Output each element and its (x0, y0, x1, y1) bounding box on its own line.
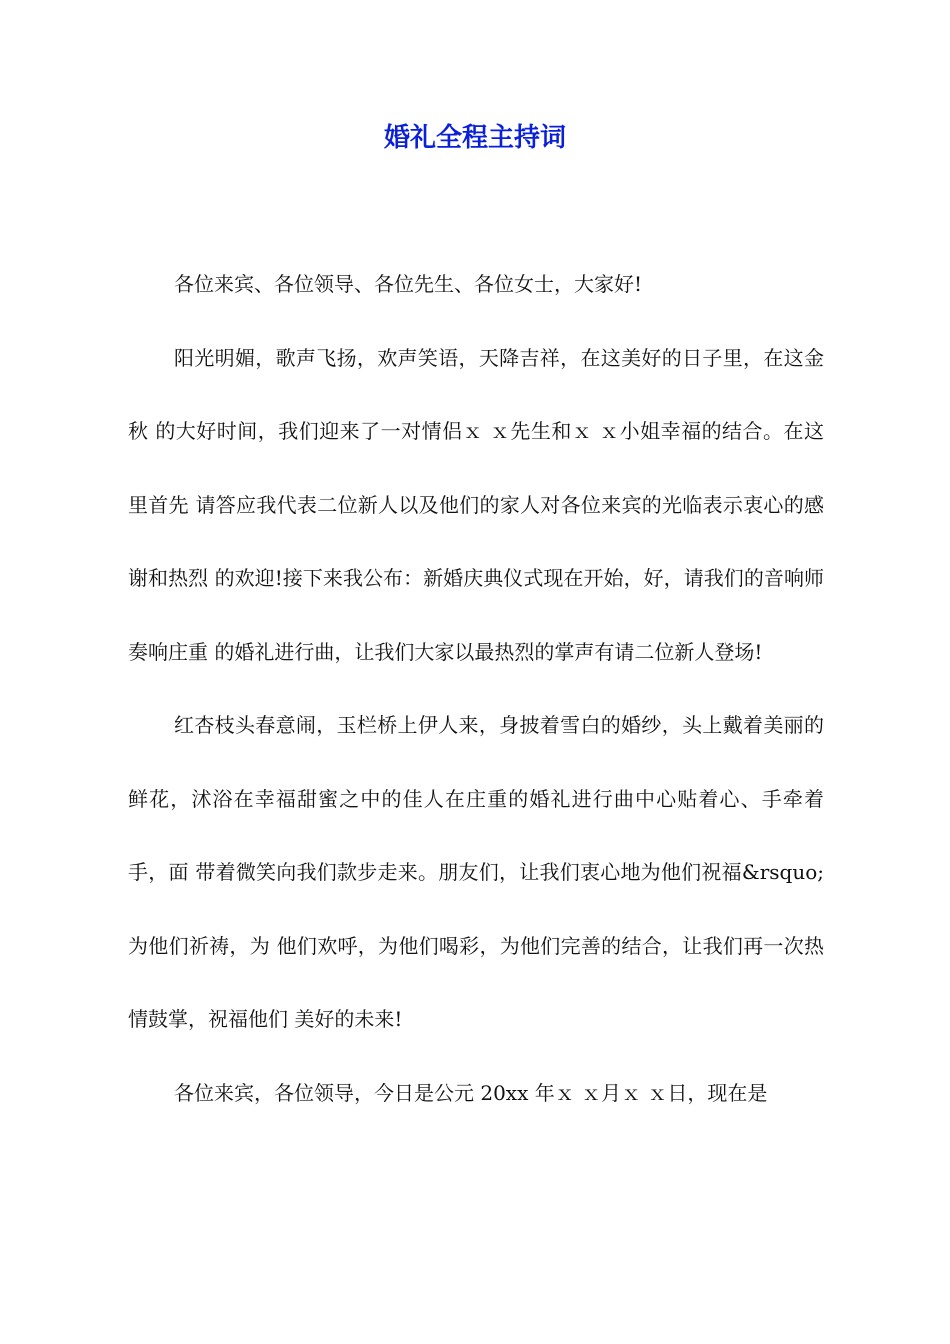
paragraph-greeting: 各位来宾、各位领导、各位先生、各位女士，大家好! (174, 272, 643, 296)
paragraph-date: 各位来宾，各位领导，今日是公元 20xx 年ｘ ｘ月ｘ ｘ日，现在是 (174, 1080, 768, 1105)
paragraph-bride-entrance: 红杏枝头春意闹，玉栏桥上伊人来，身披着雪白的婚纱，头上戴着美丽的鲜花，沭浴在幸福甜蜜之中的佳人在庄重的婚礼进行曲中心贴着心、手牵着手，面 带着微笑向我们款步走来。朋友们，让我们衷心地为他们祝福&rsquo;为他们祈祷，为 他们欢呼，为他们喝彩，为他们完善的结合，让我们再一次热情鼓掌，祝福他们 美好的未来! (128, 713, 824, 1031)
paragraph-opening: 阳光明媚，歌声飞扬，欢声笑语，天降吉祥，在这美好的日子里，在这金秋 的大好时间，我们迎来了一对情侣ｘ ｘ先生和ｘ ｘ小姐幸福的结合。在这里首先 请答应我代表二位新人以及他们的家人对各位来宾的光临表示衷心的感谢和热烈 的欢迎!接下来我公布：新婚庆典仪式现在开始，好，请我们的音响师奏响庄重 的婚礼进行曲，让我们大家以最热烈的掌声有请二位新人登场! (128, 345, 824, 664)
document-body (128, 248, 824, 1130)
document-title: 婚礼全程主持词 (383, 123, 566, 153)
